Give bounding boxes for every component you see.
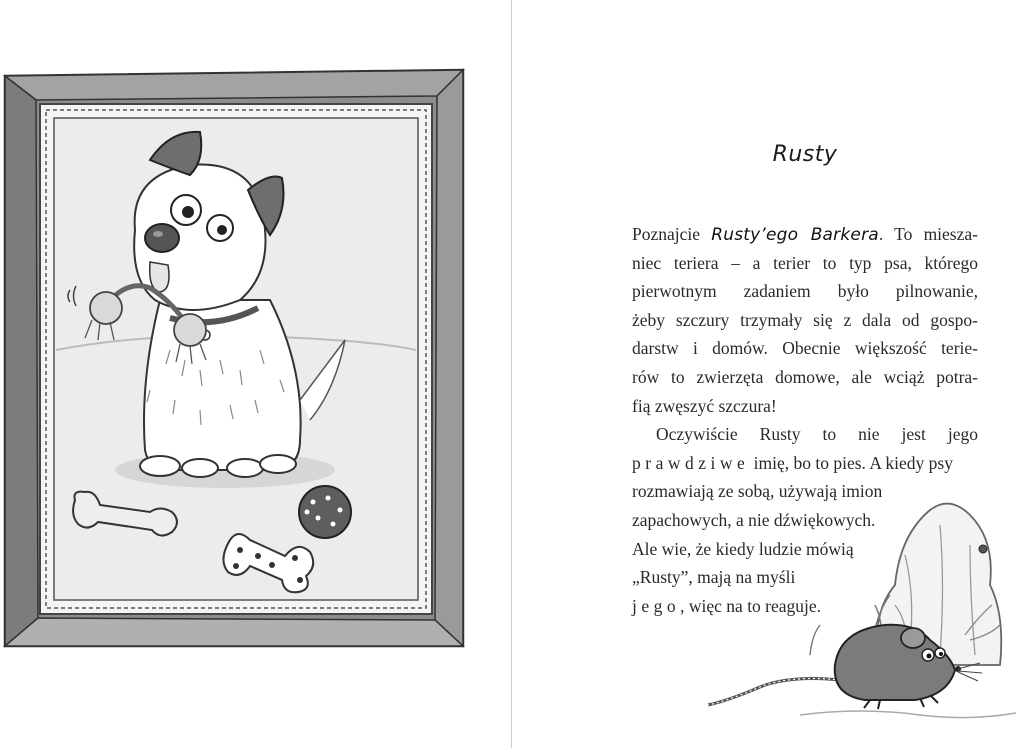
- p2-line-1: Oczywiście Rusty to nie jest jego: [656, 424, 978, 445]
- p2-line-6: „Rusty”, mają na myśli: [632, 567, 796, 588]
- p2-line-2: prawdziwe imię, bo to pies. A kiedy psy: [632, 452, 953, 473]
- emphasis-spaced-2: jego: [632, 595, 681, 616]
- mouse-ear: [901, 628, 925, 648]
- character-name: Rusty’ego Barkera: [711, 225, 879, 245]
- chapter-title: Rusty: [772, 142, 838, 167]
- p2-line-7: jego, więc na to reaguje.: [632, 595, 822, 616]
- dog-body: [144, 300, 301, 471]
- p1-line-3: pierwotnym zadaniem było pilnowanie,: [632, 281, 978, 302]
- p1-line-5: darstw i domów. Obecnie większość terie-: [632, 338, 978, 359]
- p2-line-3: rozmawiają ze sobą, używają imion: [632, 481, 883, 502]
- frame-bottom-bevel: [5, 618, 463, 646]
- ladybug-icon: [979, 545, 987, 553]
- framed-dog-illustration: [0, 0, 511, 748]
- mouse-illustration: [700, 495, 1020, 735]
- p1-line-4: żeby szczury trzymały się z dala od gospo-: [632, 309, 978, 330]
- p2-line-4: zapachowych, a nie dźwiękowych.: [632, 509, 876, 530]
- frame-left-bevel: [5, 76, 38, 646]
- left-page: [0, 0, 511, 748]
- p1-line-1: Poznajcie Rusty’ego Barkera. To miesza-: [632, 224, 978, 245]
- emphasis-spaced: prawdziwe: [632, 452, 750, 473]
- frame-right-bevel: [435, 70, 463, 646]
- dog-nose: [145, 224, 179, 252]
- p2-line-5: Ale wie, że kiedy ludzie mówią: [632, 538, 854, 559]
- p1-line-7: fią zwęszyć szczura!: [632, 395, 777, 416]
- p1-line-2: niec teriera – a terier to typ psa, którego: [632, 252, 978, 273]
- frame-top-bevel: [5, 70, 463, 100]
- p1-line-6: rów to zwierzęta domowe, ale wciąż potra-: [632, 366, 978, 387]
